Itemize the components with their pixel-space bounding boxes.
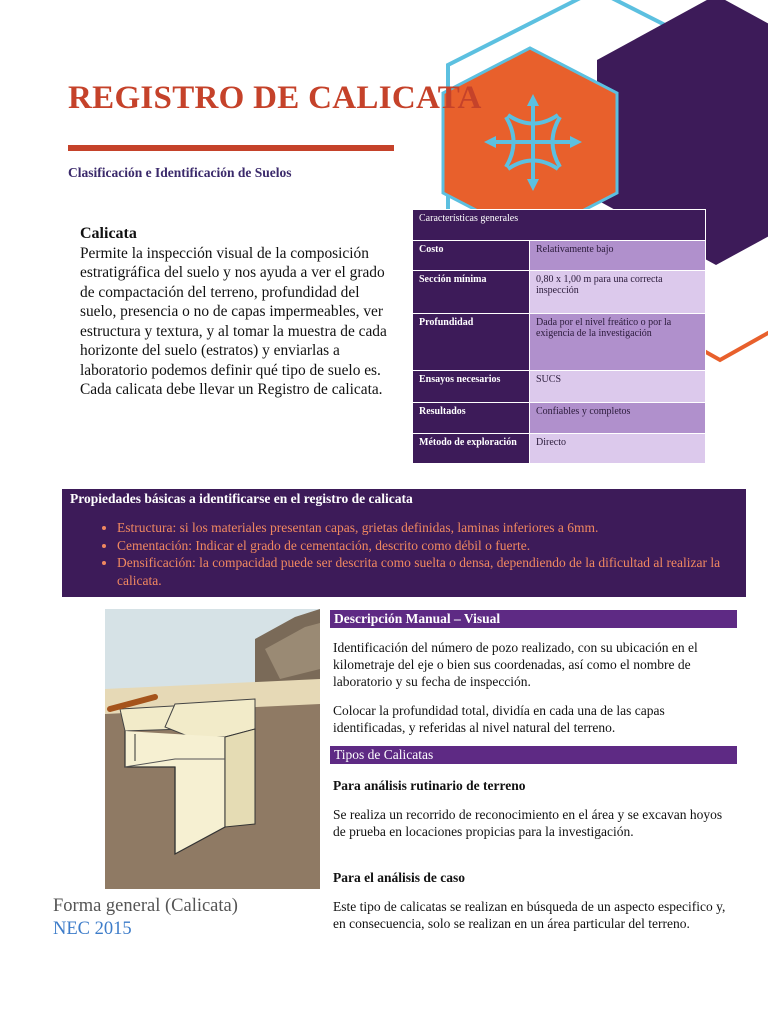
description-paragraph: Identificación del número de pozo realizado, con su ubicación en el kilometraje del eje o bien sus coordenadas, así como el nombre de laboratorio y su fecha de inspección.	[333, 640, 698, 689]
calicata-illustration	[105, 609, 320, 889]
properties-box	[62, 489, 746, 597]
properties-list	[92, 519, 762, 589]
row-value: Relativamente bajo	[530, 241, 706, 271]
calicata-heading: Calicata	[80, 225, 137, 242]
page-title: REGISTRO DE CALICATA	[68, 80, 482, 116]
table-header-row	[413, 210, 706, 241]
row-label: Método de exploración	[413, 434, 530, 464]
figure-source: NEC 2015	[53, 919, 132, 939]
tipos-bar: Tipos de Calicatas	[330, 746, 737, 764]
table-row	[413, 403, 706, 434]
page-subtitle: Clasificación e Identificación de Suelos	[68, 165, 292, 180]
case-text: Este tipo de calicatas se realizan en búsqueda de un aspecto especifico y, en consecuencia, solo se realizan en un área particular del terreno.	[333, 899, 726, 931]
row-value: Dada por el nivel freático o por la exigencia de la investigación	[530, 314, 706, 371]
routine-heading	[333, 777, 733, 794]
calicata-body: Permite la inspección visual de la composición estratigráfica del suelo y nos ayuda a ver el grado de compactación del terreno, profundidad del suelo, presencia o no de capas impermeables, ver estructura y textura, y al tomar la muestra de cada horizonte del suelo (estratos) y enviarlas a laboratorio podemos definir qué tipo de suelo es.	[80, 244, 387, 379]
table-row	[413, 271, 706, 314]
table-row	[413, 371, 706, 403]
list-item: • Cementación: Indicar el grado de cementación, descrito como débil o fuerte.	[117, 537, 762, 555]
table-row	[413, 241, 706, 271]
routine-text: Se realiza un recorrido de reconocimiento en el área y se excavan hoyos de prueba en locaciones propicias para la investigación.	[333, 807, 723, 839]
row-label: Costo	[413, 241, 530, 271]
table-row	[413, 314, 706, 371]
title-underline	[68, 145, 394, 151]
table-row	[413, 434, 706, 464]
row-value: 0,80 x 1,00 m para una correcta inspección	[530, 271, 706, 314]
routine-heading-text: Para análisis rutinario de terreno	[333, 778, 526, 793]
list-item: • Densificación: la compacidad puede ser descrita como suelta o densa, dependiendo de la dificultad al realizar la calicata.	[117, 554, 762, 589]
row-label: Sección mínima	[413, 271, 530, 314]
row-value: Confiables y completos	[530, 403, 706, 434]
figure-caption: Forma general (Calicata)	[53, 896, 238, 916]
compass-logo-icon	[478, 90, 588, 195]
row-label: Resultados	[413, 403, 530, 434]
calicata-section	[80, 224, 390, 400]
description-paragraph: Colocar la profundidad total, dividía en cada una de las capas identificadas, y referidas al nivel natural del terreno.	[333, 703, 665, 735]
properties-title: Propiedades básicas a identificarse en el registro de calicata	[70, 491, 413, 506]
calicata-note: Cada calicata debe llevar un Registro de calicata.	[80, 381, 383, 398]
list-item: • Estructura: si los materiales presentan capas, grietas definidas, laminas inferiores a 6mm.	[117, 519, 762, 537]
row-label: Ensayos necesarios	[413, 371, 530, 403]
row-value: SUCS	[530, 371, 706, 403]
characteristics-table	[412, 209, 706, 464]
row-value: Directo	[530, 434, 706, 464]
case-heading	[333, 869, 733, 886]
row-label: Profundidad	[413, 314, 530, 371]
description-bar: Descripción Manual – Visual	[330, 610, 737, 628]
case-heading-text: Para el análisis de caso	[333, 870, 465, 885]
table-header: Características generales	[413, 210, 706, 241]
